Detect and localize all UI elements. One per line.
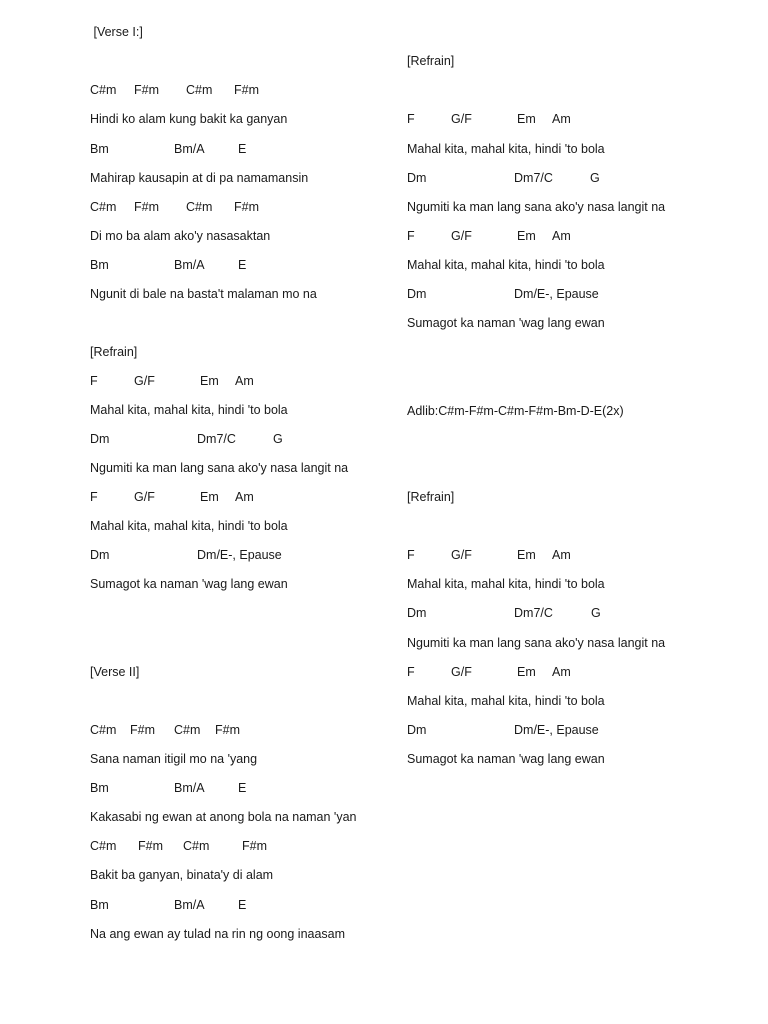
chord: Bm bbox=[90, 898, 109, 912]
lyric-line: Sumagot ka naman 'wag lang ewan bbox=[90, 577, 288, 591]
chord: Bm/A bbox=[174, 258, 205, 272]
lyric-line: Ngunit di bale na basta't malaman mo na bbox=[90, 287, 317, 301]
chord: Em bbox=[517, 548, 536, 562]
chord: F#m bbox=[234, 83, 259, 97]
chord: Dm bbox=[90, 432, 110, 446]
chord: Dm/E-, Epause bbox=[514, 723, 599, 737]
lyric-line: Bakit ba ganyan, binata'y di alam bbox=[90, 868, 274, 882]
lyric-line: Kakasabi ng ewan at anong bola na naman 'yan bbox=[90, 810, 357, 824]
chord: Em bbox=[517, 112, 536, 126]
chord: G/F bbox=[134, 490, 155, 504]
chord: G/F bbox=[451, 548, 472, 562]
lyric-line: Ngumiti ka man lang sana ako'y nasa langit na bbox=[90, 461, 349, 475]
chord: E bbox=[238, 781, 247, 795]
lyric-line: Di mo ba alam ako'y nasasaktan bbox=[90, 229, 271, 243]
chord: Dm bbox=[407, 287, 427, 301]
section-heading: [Refrain] bbox=[407, 490, 455, 504]
chord: Bm/A bbox=[174, 898, 205, 912]
chord: Bm/A bbox=[174, 781, 205, 795]
lyric-line: Mahal kita, mahal kita, hindi 'to bola bbox=[90, 519, 288, 533]
chord: Dm7/C bbox=[514, 606, 553, 620]
chord: Am bbox=[552, 112, 571, 126]
chord: Am bbox=[552, 548, 571, 562]
chord: G bbox=[591, 606, 601, 620]
chord: G/F bbox=[451, 229, 472, 243]
chord: G/F bbox=[451, 665, 472, 679]
chord: Am bbox=[235, 490, 254, 504]
section-heading: [Verse II] bbox=[90, 665, 140, 679]
chord: F#m bbox=[215, 723, 240, 737]
chord: Am bbox=[552, 229, 571, 243]
chord: C#m bbox=[186, 200, 213, 214]
chord: Dm7/C bbox=[197, 432, 236, 446]
chord: E bbox=[238, 258, 247, 272]
section-heading: [Refrain] bbox=[90, 345, 138, 359]
lyric-line: Mahal kita, mahal kita, hindi 'to bola bbox=[407, 258, 605, 272]
chord: F bbox=[407, 112, 415, 126]
lyric-line: Adlib:C#m-F#m-C#m-F#m-Bm-D-E(2x) bbox=[407, 404, 624, 418]
chord: Em bbox=[517, 665, 536, 679]
chord: G/F bbox=[451, 112, 472, 126]
chord: E bbox=[238, 142, 247, 156]
chord: G bbox=[273, 432, 283, 446]
chord: Em bbox=[517, 229, 536, 243]
section-heading: [Verse I:] bbox=[90, 25, 143, 39]
chord: E bbox=[238, 898, 247, 912]
chord: Dm/E-, Epause bbox=[514, 287, 599, 301]
lyric-line: Ngumiti ka man lang sana ako'y nasa langit na bbox=[407, 636, 666, 650]
chord: G bbox=[590, 171, 600, 185]
chord: F#m bbox=[134, 83, 159, 97]
chord: C#m bbox=[90, 83, 117, 97]
chord: F bbox=[90, 490, 98, 504]
chord: F bbox=[90, 374, 98, 388]
chord: F bbox=[407, 665, 415, 679]
chord: Dm bbox=[90, 548, 110, 562]
lyric-line: Mahal kita, mahal kita, hindi 'to bola bbox=[407, 577, 605, 591]
chord: Dm/E-, Epause bbox=[197, 548, 282, 562]
chord: F#m bbox=[242, 839, 267, 853]
chord: Dm bbox=[407, 171, 427, 185]
chord: Bm bbox=[90, 142, 109, 156]
lyric-line: Mahal kita, mahal kita, hindi 'to bola bbox=[90, 403, 288, 417]
lyric-line: Sumagot ka naman 'wag lang ewan bbox=[407, 752, 605, 766]
chord: Dm7/C bbox=[514, 171, 553, 185]
section-heading: [Refrain] bbox=[407, 54, 455, 68]
chord: C#m bbox=[174, 723, 201, 737]
chord: F bbox=[407, 548, 415, 562]
chord: C#m bbox=[90, 723, 117, 737]
lyric-line: Na ang ewan ay tulad na rin ng oong inaasam bbox=[90, 927, 346, 941]
chord: C#m bbox=[90, 839, 117, 853]
lyric-line: Mahal kita, mahal kita, hindi 'to bola bbox=[407, 694, 605, 708]
chord: Bm bbox=[90, 258, 109, 272]
lyric-line: Sana naman itigil mo na 'yang bbox=[90, 752, 258, 766]
chord: Bm/A bbox=[174, 142, 205, 156]
chord: F#m bbox=[138, 839, 163, 853]
lyric-line: Hindi ko alam kung bakit ka ganyan bbox=[90, 112, 288, 126]
chord: F#m bbox=[134, 200, 159, 214]
chord: Am bbox=[235, 374, 254, 388]
chord: Dm bbox=[407, 723, 427, 737]
chord: F#m bbox=[234, 200, 259, 214]
chord: Am bbox=[552, 665, 571, 679]
chord: F#m bbox=[130, 723, 155, 737]
chord: Em bbox=[200, 490, 219, 504]
chord: Dm bbox=[407, 606, 427, 620]
chord: G/F bbox=[134, 374, 155, 388]
chord: C#m bbox=[183, 839, 210, 853]
chord: F bbox=[407, 229, 415, 243]
chord: C#m bbox=[186, 83, 213, 97]
chord: Bm bbox=[90, 781, 109, 795]
lyric-line: Mahal kita, mahal kita, hindi 'to bola bbox=[407, 142, 605, 156]
lyric-line: Sumagot ka naman 'wag lang ewan bbox=[407, 316, 605, 330]
lyric-line: Mahirap kausapin at di pa namamansin bbox=[90, 171, 309, 185]
chord: C#m bbox=[90, 200, 117, 214]
chord: Em bbox=[200, 374, 219, 388]
lyric-line: Ngumiti ka man lang sana ako'y nasa langit na bbox=[407, 200, 666, 214]
